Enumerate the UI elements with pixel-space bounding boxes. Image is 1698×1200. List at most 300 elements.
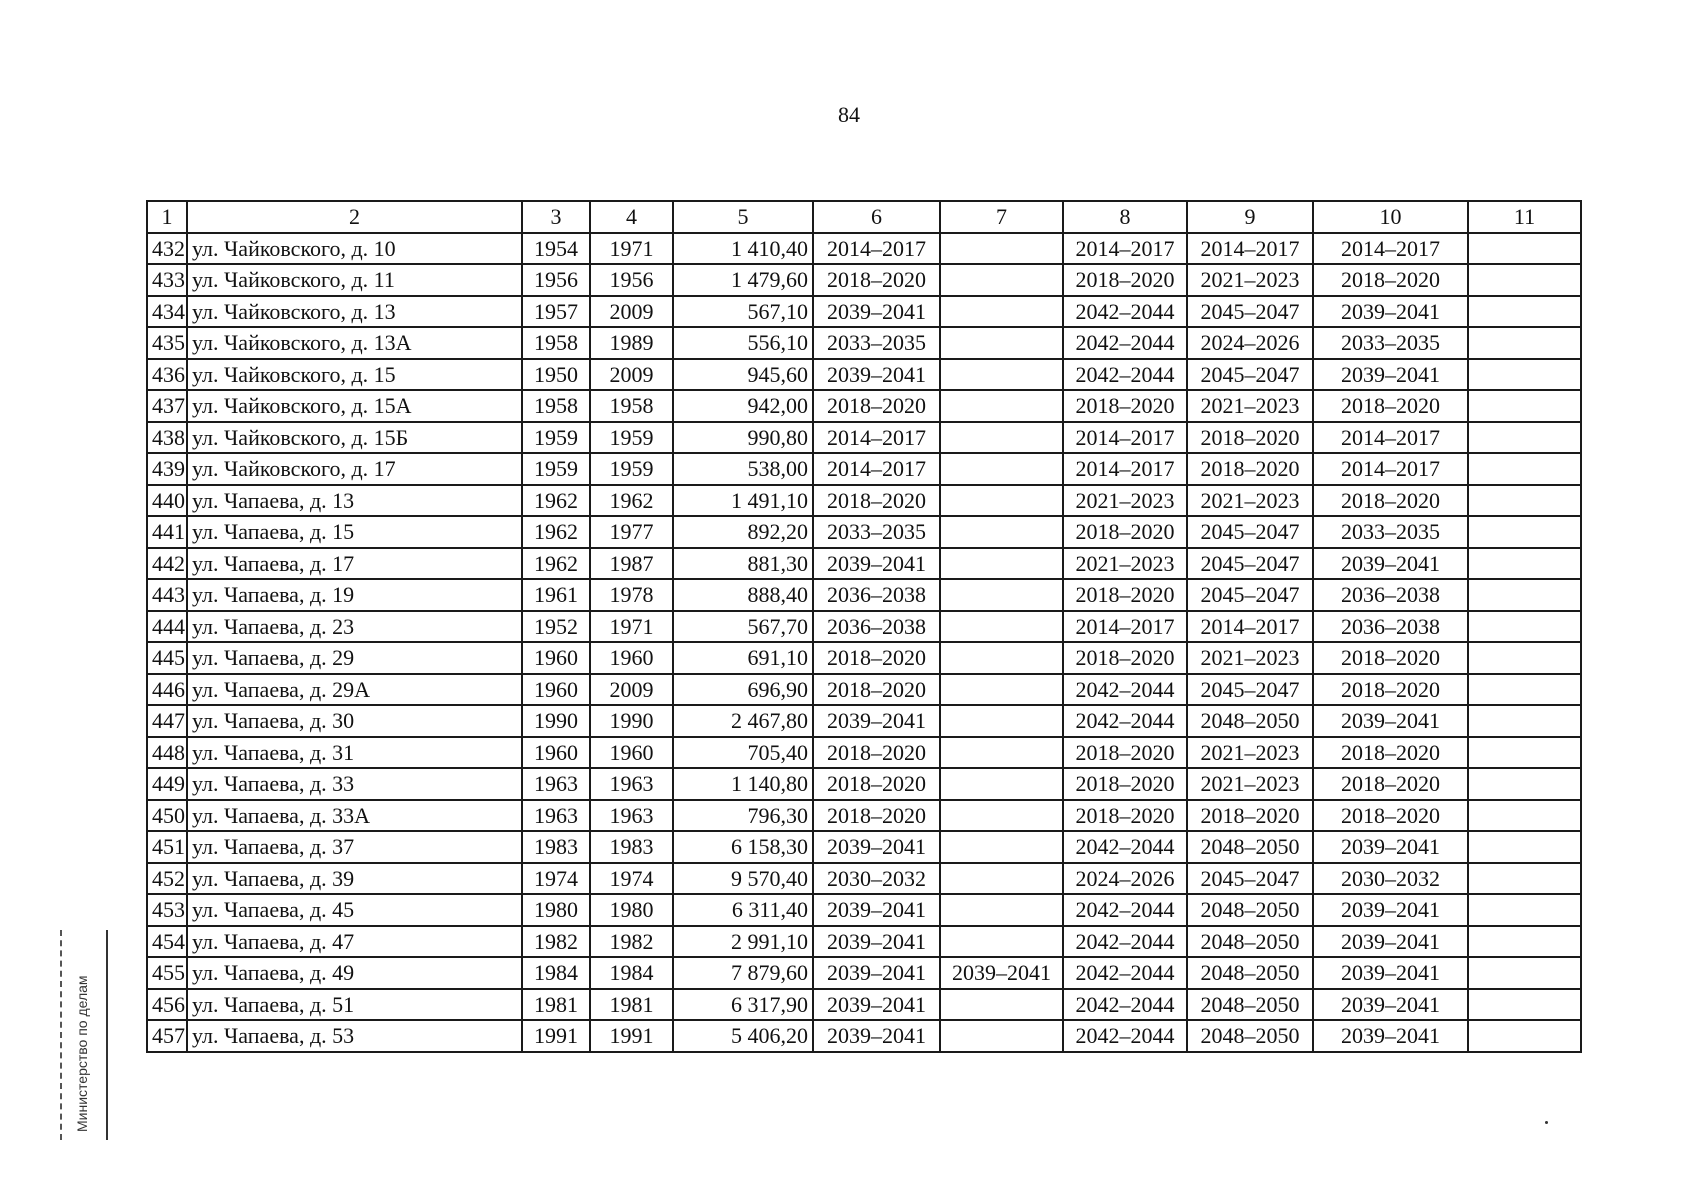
period-col8-cell: 2042–2044 xyxy=(1063,1020,1187,1052)
note-cell xyxy=(1468,642,1581,674)
period-col6-cell: 2018–2020 xyxy=(813,642,940,674)
period-col8-cell: 2042–2044 xyxy=(1063,327,1187,359)
period-col6-cell: 2039–2041 xyxy=(813,296,940,328)
period-col10-cell: 2039–2041 xyxy=(1313,926,1468,958)
note-cell xyxy=(1468,768,1581,800)
column-header: 5 xyxy=(673,201,813,233)
period-col10-cell: 2039–2041 xyxy=(1313,359,1468,391)
column-header: 10 xyxy=(1313,201,1468,233)
address-cell: ул. Чапаева, д. 33А xyxy=(187,800,522,832)
year-renovated-cell: 1981 xyxy=(590,989,673,1021)
year-renovated-cell: 1982 xyxy=(590,926,673,958)
period-col8-cell: 2014–2017 xyxy=(1063,422,1187,454)
row-number-cell: 457 xyxy=(147,1020,187,1052)
note-cell xyxy=(1468,611,1581,643)
table-row xyxy=(147,1020,1581,1052)
year-built-cell: 1983 xyxy=(522,831,590,863)
period-col10-cell: 2018–2020 xyxy=(1313,642,1468,674)
year-built-cell: 1961 xyxy=(522,579,590,611)
period-col6-cell: 2018–2020 xyxy=(813,485,940,517)
period-col6-cell: 2018–2020 xyxy=(813,264,940,296)
address-cell: ул. Чапаева, д. 33 xyxy=(187,768,522,800)
period-col8-cell: 2021–2023 xyxy=(1063,485,1187,517)
year-built-cell: 1956 xyxy=(522,264,590,296)
address-cell: ул. Чапаева, д. 30 xyxy=(187,705,522,737)
year-renovated-cell: 1980 xyxy=(590,894,673,926)
period-col9-cell: 2021–2023 xyxy=(1187,264,1313,296)
address-cell: ул. Чапаева, д. 37 xyxy=(187,831,522,863)
period-col6-cell: 2018–2020 xyxy=(813,390,940,422)
address-cell: ул. Чапаева, д. 45 xyxy=(187,894,522,926)
period-col8-cell: 2014–2017 xyxy=(1063,611,1187,643)
area-cell: 567,70 xyxy=(673,611,813,643)
period-col10-cell: 2039–2041 xyxy=(1313,894,1468,926)
period-col7-cell xyxy=(940,768,1063,800)
table-row xyxy=(147,642,1581,674)
address-cell: ул. Чайковского, д. 13А xyxy=(187,327,522,359)
year-renovated-cell: 1987 xyxy=(590,548,673,580)
area-cell: 9 570,40 xyxy=(673,863,813,895)
year-built-cell: 1959 xyxy=(522,422,590,454)
period-col6-cell: 2039–2041 xyxy=(813,926,940,958)
period-col7-cell xyxy=(940,863,1063,895)
period-col7-cell xyxy=(940,989,1063,1021)
period-col6-cell: 2039–2041 xyxy=(813,548,940,580)
period-col7-cell xyxy=(940,831,1063,863)
row-number-cell: 445 xyxy=(147,642,187,674)
period-col9-cell: 2048–2050 xyxy=(1187,926,1313,958)
table-row xyxy=(147,359,1581,391)
period-col8-cell: 2018–2020 xyxy=(1063,642,1187,674)
period-col6-cell: 2039–2041 xyxy=(813,359,940,391)
note-cell xyxy=(1468,926,1581,958)
address-cell: ул. Чайковского, д. 15А xyxy=(187,390,522,422)
period-col9-cell: 2048–2050 xyxy=(1187,957,1313,989)
address-cell: ул. Чапаева, д. 15 xyxy=(187,516,522,548)
table-row xyxy=(147,264,1581,296)
note-cell xyxy=(1468,957,1581,989)
note-cell xyxy=(1468,548,1581,580)
year-renovated-cell: 1962 xyxy=(590,485,673,517)
year-built-cell: 1950 xyxy=(522,359,590,391)
period-col9-cell: 2048–2050 xyxy=(1187,831,1313,863)
table-row xyxy=(147,611,1581,643)
page-number: 84 xyxy=(838,102,860,127)
column-header: 6 xyxy=(813,201,940,233)
period-col8-cell: 2018–2020 xyxy=(1063,737,1187,769)
row-number-cell: 434 xyxy=(147,296,187,328)
year-renovated-cell: 1990 xyxy=(590,705,673,737)
address-cell: ул. Чайковского, д. 11 xyxy=(187,264,522,296)
period-col6-cell: 2033–2035 xyxy=(813,516,940,548)
address-cell: ул. Чапаева, д. 23 xyxy=(187,611,522,643)
table-row xyxy=(147,390,1581,422)
period-col9-cell: 2045–2047 xyxy=(1187,548,1313,580)
period-col8-cell: 2014–2017 xyxy=(1063,233,1187,265)
year-built-cell: 1981 xyxy=(522,989,590,1021)
year-renovated-cell: 1984 xyxy=(590,957,673,989)
period-col10-cell: 2018–2020 xyxy=(1313,800,1468,832)
area-cell: 1 410,40 xyxy=(673,233,813,265)
year-built-cell: 1957 xyxy=(522,296,590,328)
year-built-cell: 1959 xyxy=(522,453,590,485)
row-number-cell: 436 xyxy=(147,359,187,391)
period-col6-cell: 2039–2041 xyxy=(813,989,940,1021)
table-row xyxy=(147,327,1581,359)
period-col7-cell xyxy=(940,390,1063,422)
table-row xyxy=(147,831,1581,863)
period-col9-cell: 2045–2047 xyxy=(1187,516,1313,548)
column-header: 11 xyxy=(1468,201,1581,233)
period-col9-cell: 2045–2047 xyxy=(1187,674,1313,706)
area-cell: 1 140,80 xyxy=(673,768,813,800)
period-col7-cell xyxy=(940,233,1063,265)
period-col8-cell: 2042–2044 xyxy=(1063,926,1187,958)
period-col10-cell: 2039–2041 xyxy=(1313,957,1468,989)
area-cell: 892,20 xyxy=(673,516,813,548)
note-cell xyxy=(1468,989,1581,1021)
row-number-cell: 456 xyxy=(147,989,187,1021)
period-col9-cell: 2021–2023 xyxy=(1187,768,1313,800)
period-col7-cell xyxy=(940,296,1063,328)
note-cell xyxy=(1468,390,1581,422)
period-col10-cell: 2033–2035 xyxy=(1313,327,1468,359)
period-col10-cell: 2033–2035 xyxy=(1313,516,1468,548)
period-col9-cell: 2048–2050 xyxy=(1187,989,1313,1021)
period-col10-cell: 2039–2041 xyxy=(1313,548,1468,580)
row-number-cell: 439 xyxy=(147,453,187,485)
table-row xyxy=(147,579,1581,611)
period-col7-cell xyxy=(940,516,1063,548)
column-header: 3 xyxy=(522,201,590,233)
table-body xyxy=(147,233,1581,1052)
note-cell xyxy=(1468,831,1581,863)
period-col9-cell: 2048–2050 xyxy=(1187,1020,1313,1052)
period-col9-cell: 2014–2017 xyxy=(1187,611,1313,643)
area-cell: 796,30 xyxy=(673,800,813,832)
table-row xyxy=(147,926,1581,958)
year-renovated-cell: 1956 xyxy=(590,264,673,296)
period-col10-cell: 2039–2041 xyxy=(1313,831,1468,863)
address-cell: ул. Чапаева, д. 29А xyxy=(187,674,522,706)
table-row xyxy=(147,863,1581,895)
area-cell: 942,00 xyxy=(673,390,813,422)
note-cell xyxy=(1468,296,1581,328)
area-cell: 888,40 xyxy=(673,579,813,611)
period-col7-cell: 2039–2041 xyxy=(940,957,1063,989)
table-row xyxy=(147,548,1581,580)
period-col8-cell: 2042–2044 xyxy=(1063,989,1187,1021)
year-renovated-cell: 1977 xyxy=(590,516,673,548)
table-row xyxy=(147,957,1581,989)
period-col8-cell: 2042–2044 xyxy=(1063,894,1187,926)
period-col8-cell: 2042–2044 xyxy=(1063,296,1187,328)
year-built-cell: 1958 xyxy=(522,390,590,422)
period-col9-cell: 2021–2023 xyxy=(1187,390,1313,422)
address-cell: ул. Чапаева, д. 51 xyxy=(187,989,522,1021)
year-built-cell: 1963 xyxy=(522,800,590,832)
period-col10-cell: 2036–2038 xyxy=(1313,611,1468,643)
period-col7-cell xyxy=(940,737,1063,769)
period-col6-cell: 2039–2041 xyxy=(813,831,940,863)
address-cell: ул. Чапаева, д. 19 xyxy=(187,579,522,611)
period-col7-cell xyxy=(940,359,1063,391)
column-header: 8 xyxy=(1063,201,1187,233)
area-cell: 1 479,60 xyxy=(673,264,813,296)
row-number-cell: 453 xyxy=(147,894,187,926)
address-cell: ул. Чапаева, д. 53 xyxy=(187,1020,522,1052)
column-header: 2 xyxy=(187,201,522,233)
note-cell xyxy=(1468,327,1581,359)
year-renovated-cell: 1989 xyxy=(590,327,673,359)
period-col6-cell: 2014–2017 xyxy=(813,453,940,485)
year-built-cell: 1990 xyxy=(522,705,590,737)
side-stamp-text: Министерство по делам xyxy=(74,975,90,1132)
period-col8-cell: 2018–2020 xyxy=(1063,264,1187,296)
column-header: 1 xyxy=(147,201,187,233)
period-col10-cell: 2018–2020 xyxy=(1313,264,1468,296)
period-col7-cell xyxy=(940,327,1063,359)
period-col7-cell xyxy=(940,926,1063,958)
column-header: 4 xyxy=(590,201,673,233)
row-number-cell: 435 xyxy=(147,327,187,359)
period-col8-cell: 2018–2020 xyxy=(1063,768,1187,800)
address-cell: ул. Чайковского, д. 13 xyxy=(187,296,522,328)
period-col8-cell: 2018–2020 xyxy=(1063,390,1187,422)
row-number-cell: 451 xyxy=(147,831,187,863)
period-col10-cell: 2039–2041 xyxy=(1313,1020,1468,1052)
period-col7-cell xyxy=(940,485,1063,517)
year-built-cell: 1954 xyxy=(522,233,590,265)
column-header: 9 xyxy=(1187,201,1313,233)
address-cell: ул. Чапаева, д. 17 xyxy=(187,548,522,580)
period-col6-cell: 2018–2020 xyxy=(813,800,940,832)
period-col7-cell xyxy=(940,579,1063,611)
year-built-cell: 1974 xyxy=(522,863,590,895)
period-col6-cell: 2014–2017 xyxy=(813,422,940,454)
table-row xyxy=(147,894,1581,926)
row-number-cell: 449 xyxy=(147,768,187,800)
period-col8-cell: 2024–2026 xyxy=(1063,863,1187,895)
period-col8-cell: 2018–2020 xyxy=(1063,579,1187,611)
note-cell xyxy=(1468,359,1581,391)
note-cell xyxy=(1468,737,1581,769)
year-renovated-cell: 1963 xyxy=(590,800,673,832)
table-row xyxy=(147,737,1581,769)
speck-mark xyxy=(1545,1121,1548,1124)
row-number-cell: 440 xyxy=(147,485,187,517)
area-cell: 6 317,90 xyxy=(673,989,813,1021)
period-col10-cell: 2014–2017 xyxy=(1313,422,1468,454)
table-row xyxy=(147,296,1581,328)
table-row xyxy=(147,485,1581,517)
year-built-cell: 1958 xyxy=(522,327,590,359)
row-number-cell: 442 xyxy=(147,548,187,580)
row-number-cell: 452 xyxy=(147,863,187,895)
period-col9-cell: 2021–2023 xyxy=(1187,642,1313,674)
year-built-cell: 1982 xyxy=(522,926,590,958)
year-renovated-cell: 1991 xyxy=(590,1020,673,1052)
row-number-cell: 441 xyxy=(147,516,187,548)
year-built-cell: 1991 xyxy=(522,1020,590,1052)
period-col9-cell: 2045–2047 xyxy=(1187,359,1313,391)
year-renovated-cell: 1971 xyxy=(590,233,673,265)
area-cell: 691,10 xyxy=(673,642,813,674)
year-renovated-cell: 2009 xyxy=(590,674,673,706)
area-cell: 7 879,60 xyxy=(673,957,813,989)
period-col10-cell: 2030–2032 xyxy=(1313,863,1468,895)
address-cell: ул. Чайковского, д. 17 xyxy=(187,453,522,485)
row-number-cell: 433 xyxy=(147,264,187,296)
table-row xyxy=(147,674,1581,706)
year-renovated-cell: 1963 xyxy=(590,768,673,800)
year-built-cell: 1952 xyxy=(522,611,590,643)
period-col6-cell: 2018–2020 xyxy=(813,737,940,769)
year-renovated-cell: 1971 xyxy=(590,611,673,643)
area-cell: 945,60 xyxy=(673,359,813,391)
period-col6-cell: 2039–2041 xyxy=(813,894,940,926)
note-cell xyxy=(1468,579,1581,611)
row-number-cell: 443 xyxy=(147,579,187,611)
period-col8-cell: 2042–2044 xyxy=(1063,674,1187,706)
year-built-cell: 1960 xyxy=(522,642,590,674)
address-cell: ул. Чапаева, д. 47 xyxy=(187,926,522,958)
period-col10-cell: 2039–2041 xyxy=(1313,705,1468,737)
period-col9-cell: 2021–2023 xyxy=(1187,485,1313,517)
year-built-cell: 1980 xyxy=(522,894,590,926)
period-col10-cell: 2039–2041 xyxy=(1313,296,1468,328)
year-built-cell: 1962 xyxy=(522,548,590,580)
row-number-cell: 437 xyxy=(147,390,187,422)
address-cell: ул. Чапаева, д. 49 xyxy=(187,957,522,989)
year-renovated-cell: 1960 xyxy=(590,642,673,674)
year-renovated-cell: 1978 xyxy=(590,579,673,611)
note-cell xyxy=(1468,800,1581,832)
column-header: 7 xyxy=(940,201,1063,233)
period-col10-cell: 2018–2020 xyxy=(1313,737,1468,769)
row-number-cell: 447 xyxy=(147,705,187,737)
housing-register-table xyxy=(146,200,1582,1053)
period-col9-cell: 2021–2023 xyxy=(1187,737,1313,769)
period-col7-cell xyxy=(940,642,1063,674)
year-built-cell: 1960 xyxy=(522,737,590,769)
note-cell xyxy=(1468,233,1581,265)
period-col7-cell xyxy=(940,264,1063,296)
period-col8-cell: 2042–2044 xyxy=(1063,359,1187,391)
note-cell xyxy=(1468,863,1581,895)
row-number-cell: 448 xyxy=(147,737,187,769)
period-col10-cell: 2018–2020 xyxy=(1313,768,1468,800)
row-number-cell: 455 xyxy=(147,957,187,989)
row-number-cell: 444 xyxy=(147,611,187,643)
period-col9-cell: 2024–2026 xyxy=(1187,327,1313,359)
row-number-cell: 446 xyxy=(147,674,187,706)
note-cell xyxy=(1468,1020,1581,1052)
area-cell: 2 467,80 xyxy=(673,705,813,737)
table-row xyxy=(147,233,1581,265)
period-col6-cell: 2018–2020 xyxy=(813,674,940,706)
period-col6-cell: 2036–2038 xyxy=(813,611,940,643)
period-col8-cell: 2042–2044 xyxy=(1063,831,1187,863)
period-col10-cell: 2018–2020 xyxy=(1313,390,1468,422)
table-row xyxy=(147,768,1581,800)
period-col6-cell: 2039–2041 xyxy=(813,1020,940,1052)
address-cell: ул. Чапаева, д. 39 xyxy=(187,863,522,895)
table-row xyxy=(147,989,1581,1021)
note-cell xyxy=(1468,422,1581,454)
period-col7-cell xyxy=(940,422,1063,454)
period-col9-cell: 2048–2050 xyxy=(1187,894,1313,926)
period-col8-cell: 2014–2017 xyxy=(1063,453,1187,485)
area-cell: 556,10 xyxy=(673,327,813,359)
year-renovated-cell: 1958 xyxy=(590,390,673,422)
table-row xyxy=(147,516,1581,548)
year-renovated-cell: 1959 xyxy=(590,422,673,454)
period-col6-cell: 2014–2017 xyxy=(813,233,940,265)
area-cell: 1 491,10 xyxy=(673,485,813,517)
period-col9-cell: 2045–2047 xyxy=(1187,296,1313,328)
period-col9-cell: 2045–2047 xyxy=(1187,579,1313,611)
period-col7-cell xyxy=(940,894,1063,926)
period-col7-cell xyxy=(940,453,1063,485)
period-col10-cell: 2018–2020 xyxy=(1313,485,1468,517)
year-built-cell: 1963 xyxy=(522,768,590,800)
period-col10-cell: 2014–2017 xyxy=(1313,233,1468,265)
period-col8-cell: 2018–2020 xyxy=(1063,516,1187,548)
area-cell: 6 158,30 xyxy=(673,831,813,863)
period-col10-cell: 2036–2038 xyxy=(1313,579,1468,611)
year-renovated-cell: 1960 xyxy=(590,737,673,769)
period-col6-cell: 2036–2038 xyxy=(813,579,940,611)
row-number-cell: 438 xyxy=(147,422,187,454)
area-cell: 696,90 xyxy=(673,674,813,706)
period-col7-cell xyxy=(940,800,1063,832)
address-cell: ул. Чайковского, д. 10 xyxy=(187,233,522,265)
note-cell xyxy=(1468,705,1581,737)
year-built-cell: 1962 xyxy=(522,485,590,517)
year-renovated-cell: 1974 xyxy=(590,863,673,895)
header-row xyxy=(147,201,1581,233)
note-cell xyxy=(1468,894,1581,926)
period-col7-cell xyxy=(940,1020,1063,1052)
table-row xyxy=(147,453,1581,485)
period-col9-cell: 2048–2050 xyxy=(1187,705,1313,737)
period-col8-cell: 2018–2020 xyxy=(1063,800,1187,832)
note-cell xyxy=(1468,516,1581,548)
year-built-cell: 1960 xyxy=(522,674,590,706)
year-renovated-cell: 1959 xyxy=(590,453,673,485)
address-cell: ул. Чапаева, д. 13 xyxy=(187,485,522,517)
period-col7-cell xyxy=(940,674,1063,706)
year-built-cell: 1984 xyxy=(522,957,590,989)
period-col8-cell: 2042–2044 xyxy=(1063,705,1187,737)
period-col10-cell: 2018–2020 xyxy=(1313,674,1468,706)
area-cell: 881,30 xyxy=(673,548,813,580)
period-col8-cell: 2021–2023 xyxy=(1063,548,1187,580)
period-col6-cell: 2033–2035 xyxy=(813,327,940,359)
table-row xyxy=(147,705,1581,737)
period-col7-cell xyxy=(940,548,1063,580)
row-number-cell: 454 xyxy=(147,926,187,958)
address-cell: ул. Чапаева, д. 31 xyxy=(187,737,522,769)
row-number-cell: 432 xyxy=(147,233,187,265)
period-col6-cell: 2030–2032 xyxy=(813,863,940,895)
area-cell: 705,40 xyxy=(673,737,813,769)
period-col10-cell: 2039–2041 xyxy=(1313,989,1468,1021)
period-col6-cell: 2018–2020 xyxy=(813,768,940,800)
period-col6-cell: 2039–2041 xyxy=(813,957,940,989)
period-col8-cell: 2042–2044 xyxy=(1063,957,1187,989)
